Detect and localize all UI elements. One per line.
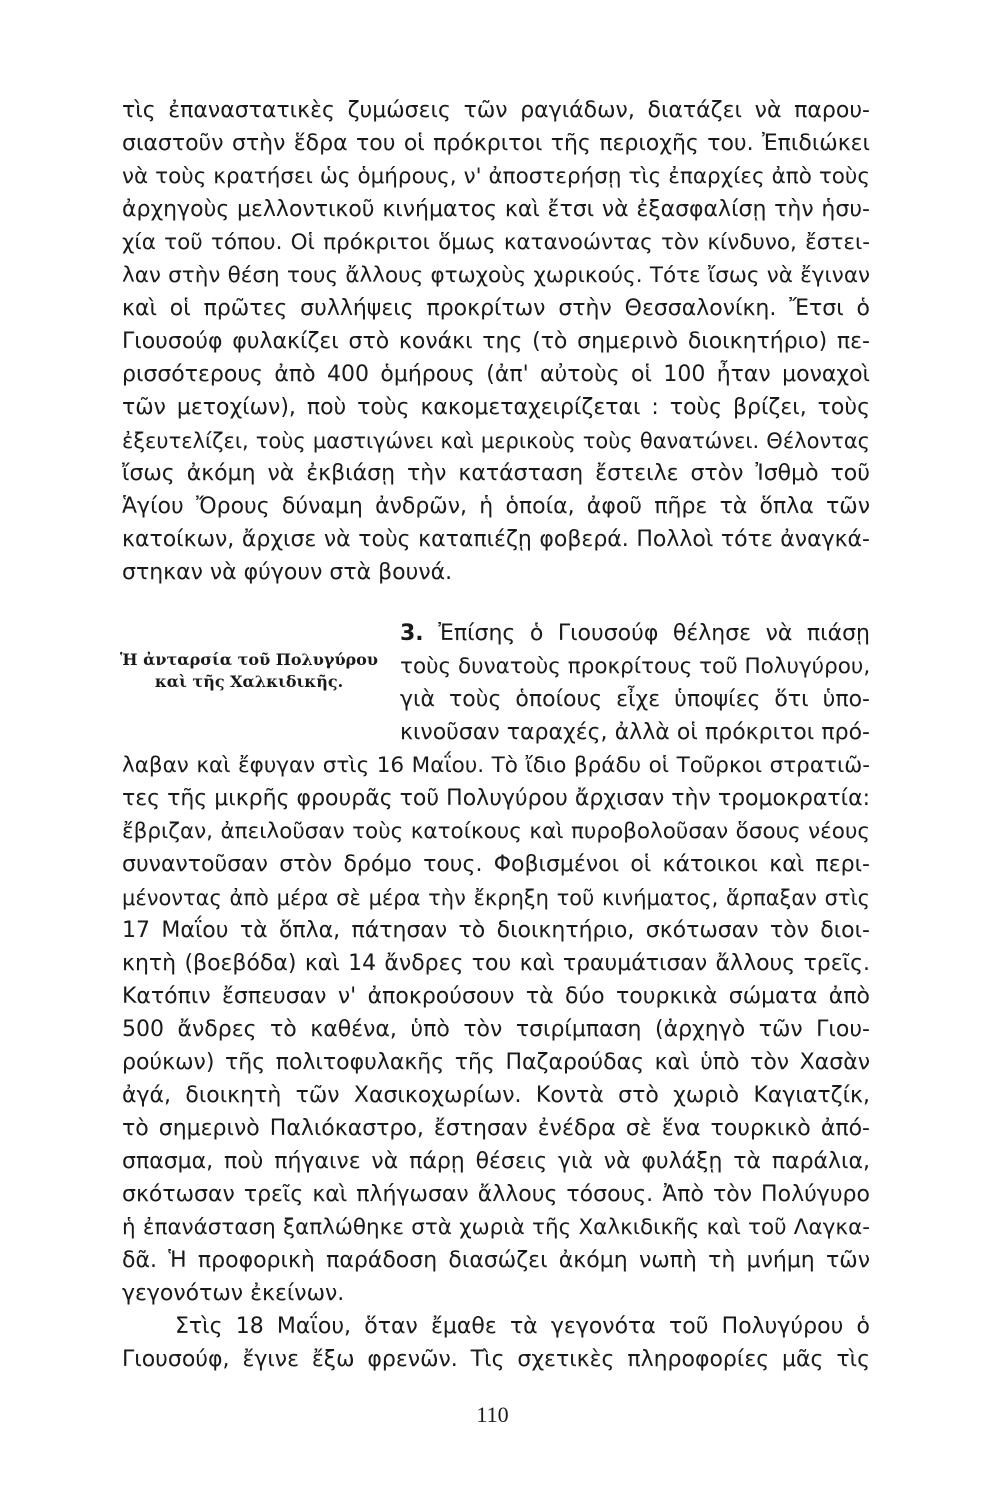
text-line: τοὺς δυνατοὺς προκρίτους τοῦ Πολυγύρου, bbox=[400, 654, 871, 679]
text-line: γεγονότων ἐκείνων. bbox=[122, 1281, 345, 1306]
text-line: δᾶ. Ἡ προφορικὴ παράδοση διασώζει ἀκόμη νωπὴ τὴ μνήμη τῶν bbox=[122, 1248, 870, 1273]
text-line: στηκαν νὰ φύγουν στὰ βουνά. bbox=[122, 560, 453, 585]
text-line: γιὰ τοὺς ὁποίους εἶχε ὑποψίες ὅτι ὑπο- bbox=[400, 687, 870, 712]
text-line: μένοντας ἀπὸ μέρα σὲ μέρα τὴν ἔκρηξη τοῦ κινήματος, ἅρπαξαν στὶς bbox=[122, 886, 870, 910]
text-line: ἴσως ἀκόμη νὰ ἐκβιάσῃ τὴν κατάσταση ἔστειλε στὸν Ἰσθμὸ τοῦ bbox=[122, 461, 870, 486]
text-line bbox=[400, 618, 870, 650]
text-line: κατοίκων, ἄρχισε νὰ τοὺς καταπιέζῃ φοβερά. Πολλοὶ τότε ἀναγκά- bbox=[122, 527, 870, 552]
text-line: 17 Μαΐου τὰ ὅπλα, πάτησαν τὸ διοικητήριο, σκότωσαν τὸν διοι- bbox=[122, 918, 870, 943]
margin-heading-line: Ἡ ἀνταρσία τοῦ Πολυγύρου bbox=[120, 650, 378, 669]
text-line: τὸ σημερινὸ Παλιόκαστρο, ἔστησαν ἐνέδρα σὲ ἕνα τουρκικὸ ἀπό- bbox=[122, 1116, 870, 1141]
text-line: Ἁγίου Ὄρους δύναμη ἀνδρῶν, ἡ ὁποία, ἀφοῦ πῆρε τὰ ὅπλα τῶν bbox=[122, 494, 870, 519]
text-line: καὶ οἱ πρῶτες συλλήψεις προκρίτων στὴν Θεσσαλονίκη. Ἔτσι ὁ bbox=[122, 296, 870, 321]
section-first-line: Ἐπίσης ὁ Γιουσούφ θέλησε νὰ πιάσῃ bbox=[438, 621, 870, 646]
text-line: ρισσότερους ἀπὸ 400 ὁμήρους (ἀπ' αὐτοὺς οἱ 100 ἦταν μοναχοὶ bbox=[122, 362, 870, 387]
text-line: τῶν μετοχίων), ποὺ τοὺς κακομεταχειρίζεται : τοὺς βρίζει, τοὺς bbox=[122, 395, 870, 420]
text-line: ρούκων) τῆς πολιτοφυλακῆς τῆς Παζαρούδας καὶ ὑπὸ τὸν Χασὰν bbox=[122, 1050, 870, 1075]
text-line: ἔβριζαν, ἀπειλοῦσαν τοὺς κατοίκους καὶ πυροβολοῦσαν ὅσους νέους bbox=[122, 819, 870, 844]
section-number: 3. bbox=[400, 621, 424, 646]
text-line: χία τοῦ τόπου. Οἱ πρόκριτοι ὅμως κατανοώντας τὸν κίνδυνο, ἔστει- bbox=[122, 230, 870, 255]
text-line: ἡ ἐπανάσταση ξαπλώθηκε στὰ χωριὰ τῆς Χαλκιδικῆς καὶ τοῦ Λαγκα- bbox=[122, 1215, 870, 1240]
text-line: σπασμα, ποὺ πήγαινε νὰ πάρῃ θέσεις γιὰ νὰ φυλάξῃ τὰ παράλια, bbox=[122, 1149, 870, 1174]
text-line: τὶς ἐπαναστατικὲς ζυμώσεις τῶν ραγιάδων, διατάζει νὰ παρου- bbox=[122, 98, 870, 123]
text-line: συναντοῦσαν στὸν δρόμο τους. Φοβισμένοι οἱ κάτοικοι καὶ περι- bbox=[122, 852, 870, 877]
text-line: Γιουσούφ, ἔγινε ἔξω φρενῶν. Τὶς σχετικὲς πληροφορίες μᾶς τὶς bbox=[122, 1347, 870, 1372]
text-line: Κατόπιν ἔσπευσαν ν' ἀποκρούσουν τὰ δύο τουρκικὰ σώματα ἀπὸ bbox=[122, 984, 870, 1009]
text-line: νὰ τοὺς κρατήσει ὡς ὁμήρους, ν' ἀποστερήσῃ τὶς ἐπαρχίες ἀπὸ τοὺς bbox=[122, 164, 870, 189]
text-line: 500 ἄνδρες τὸ καθένα, ὑπὸ τὸν τσιρίμπαση (ἀρχηγὸ τῶν Γιου- bbox=[122, 1017, 870, 1042]
text-line: Γιουσούφ φυλακίζει στὸ κονάκι της (τὸ σημερινὸ διοικητήριο) πε- bbox=[122, 329, 870, 354]
text-line: Στὶς 18 Μαΐου, ὅταν ἔμαθε τὰ γεγονότα τοῦ Πολυγύρου ὁ bbox=[175, 1314, 870, 1339]
text-line: σκότωσαν τρεῖς καὶ πλήγωσαν ἄλλους τόσους. Ἀπὸ τὸν Πολύγυρο bbox=[122, 1182, 870, 1207]
page-number: 110 bbox=[476, 1402, 509, 1427]
margin-heading bbox=[118, 649, 380, 693]
text-line: κητὴ (βοεβόδα) καὶ 14 ἄνδρες του καὶ τραυμάτισαν ἄλλους τρεῖς. bbox=[122, 951, 870, 976]
text-line: ἀγά, διοικητὴ τῶν Χασικοχωρίων. Κοντὰ στὸ χωριὸ Καγιατζίκ, bbox=[122, 1083, 870, 1108]
text-line: ἐξευτελίζει, τοὺς μαστιγώνει καὶ μερικοὺς τοὺς θανατώνει. Θέλοντας bbox=[122, 429, 870, 453]
text-line: λαβαν καὶ ἔφυγαν στὶς 16 Μαΐου. Τὸ ἴδιο βράδυ οἱ Τοῦρκοι στρατιῶ- bbox=[122, 753, 870, 778]
text-line: λαν στὴν θέση τους ἄλλους φτωχοὺς χωρικούς. Τότε ἴσως νὰ ἔγιναν bbox=[122, 263, 870, 288]
text-line: σιαστοῦν στὴν ἕδρα του οἱ πρόκριτοι τῆς περιοχῆς του. Ἐπιδιώκει bbox=[122, 131, 870, 156]
text-line: κινοῦσαν ταραχές, ἀλλὰ οἱ πρόκριτοι πρό- bbox=[400, 720, 870, 745]
text-line: τες τῆς μικρῆς φρουρᾶς τοῦ Πολυγύρου ἄρχισαν τὴν τρομοκρατία: bbox=[122, 786, 870, 811]
text-line: ἀρχηγοὺς μελλοντικοῦ κινήματος καὶ ἔτσι νὰ ἐξασφαλίσῃ τὴν ἡσυ- bbox=[122, 197, 870, 222]
margin-heading-line: καὶ τῆς Χαλκιδικῆς. bbox=[154, 672, 344, 691]
